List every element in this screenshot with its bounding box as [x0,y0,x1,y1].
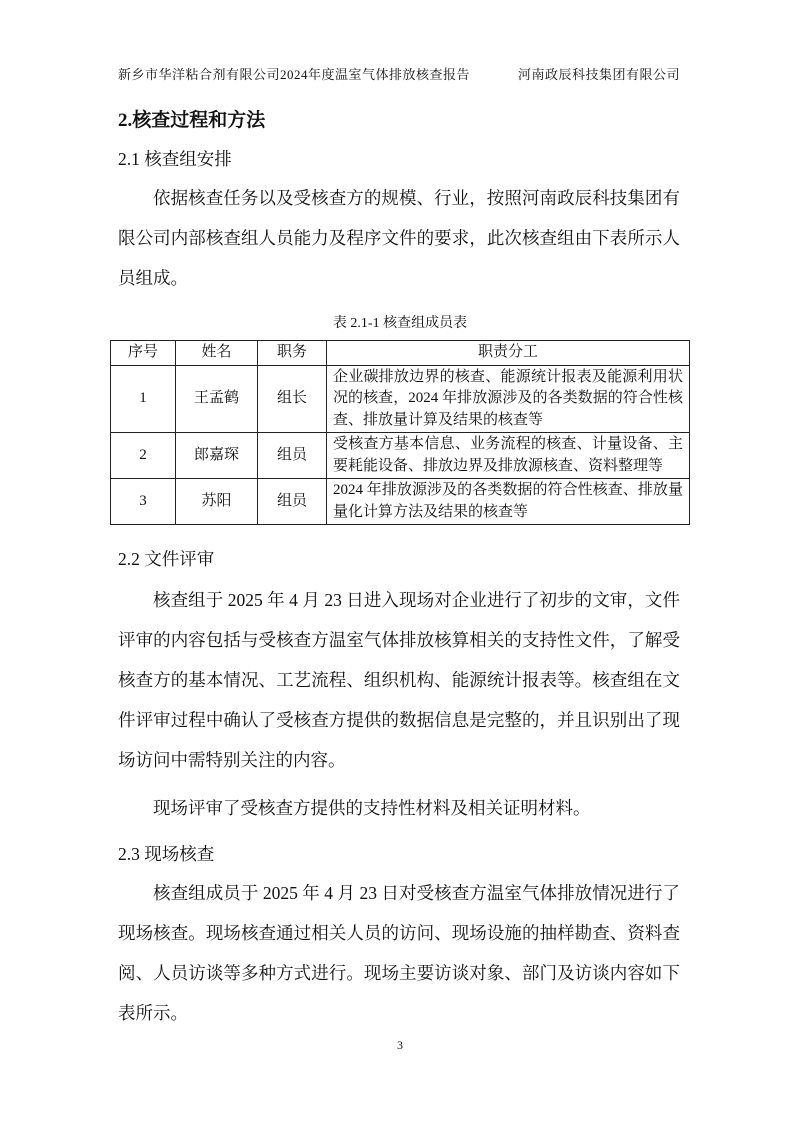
page-number: 3 [397,1038,403,1052]
header-report-title: 新乡市华洋粘合剂有限公司2024年度温室气体排放核查报告 [118,67,471,82]
cell-role: 组员 [258,479,327,525]
cell-index: 1 [111,365,176,433]
table-header-row [111,341,690,366]
table-row [111,433,690,479]
header-company: 河南政辰科技集团有限公司 [517,67,680,82]
subsection-title-2-3: 2.3 现场核查 [118,844,215,864]
cell-name: 王孟鹤 [176,365,258,433]
header-cell: 职务 [258,341,327,366]
header-cell: 姓名 [176,341,258,366]
cell-role: 组长 [258,365,327,433]
cell-name: 苏阳 [176,479,258,525]
cell-name: 郎嘉琛 [176,433,258,479]
cell-index: 2 [111,433,176,479]
cell-duty: 2024 年排放源涉及的各类数据的符合性核查、排放量量化计算方法及结果的核查等 [327,479,690,525]
paragraph: 现场评审了受核查方提供的支持性材料及相关证明材料。 [153,798,591,818]
paragraph: 核查组于 2025 年 4 月 23 日进入现场对企业进行了初步的文审，文件评审的内容包括与受核查方温室气体排放核算相关的支持性文件，了解受核查方的基本情况、工艺流程、组织机构、能源统计报表等。核查组在文件评审过程中确认了受核查方提供的数据信息是完整的，并且识别出了现场访问中需特别关注的内容。 [118,590,680,770]
paragraph: 核查组成员于 2025 年 4 月 23 日对受核查方温室气体排放情况进行了现场核查。现场核查通过相关人员的访问、现场设施的抽样勘查、资料查阅、人员访谈等多种方式进行。现场主要访谈对象、部门及访谈内容如下表所示。 [118,883,680,1023]
subsection-title-2-1: 2.1 核查组安排 [118,149,232,169]
subsection-title-2-2: 2.2 文件评审 [118,549,215,569]
paragraph: 依据核查任务以及受核查方的规模、行业，按照河南政辰科技集团有限公司内部核查组人员能力及程序文件的要求，此次核查组由下表所示人员组成。 [118,188,680,288]
table-row [111,365,690,433]
cell-role: 组员 [258,433,327,479]
table-caption: 表 2.1-1 核查组成员表 [332,316,468,331]
table-row [111,479,690,525]
page-header [118,64,680,83]
cell-index: 3 [111,479,176,525]
cell-duty: 企业碳排放边界的核查、能源统计报表及能源利用状况的核查，2024 年排放源涉及的各类数据的符合性核查、排放量计算及结果的核查等 [327,365,690,433]
team-table [110,340,690,525]
header-cell: 职责分工 [327,341,690,366]
cell-duty: 受核查方基本信息、业务流程的核查、计量设备、主要耗能设备、排放边界及排放源核查、资料整理等 [327,433,690,479]
section-title: 2.核查过程和方法 [118,110,266,131]
header-cell: 序号 [111,341,176,366]
